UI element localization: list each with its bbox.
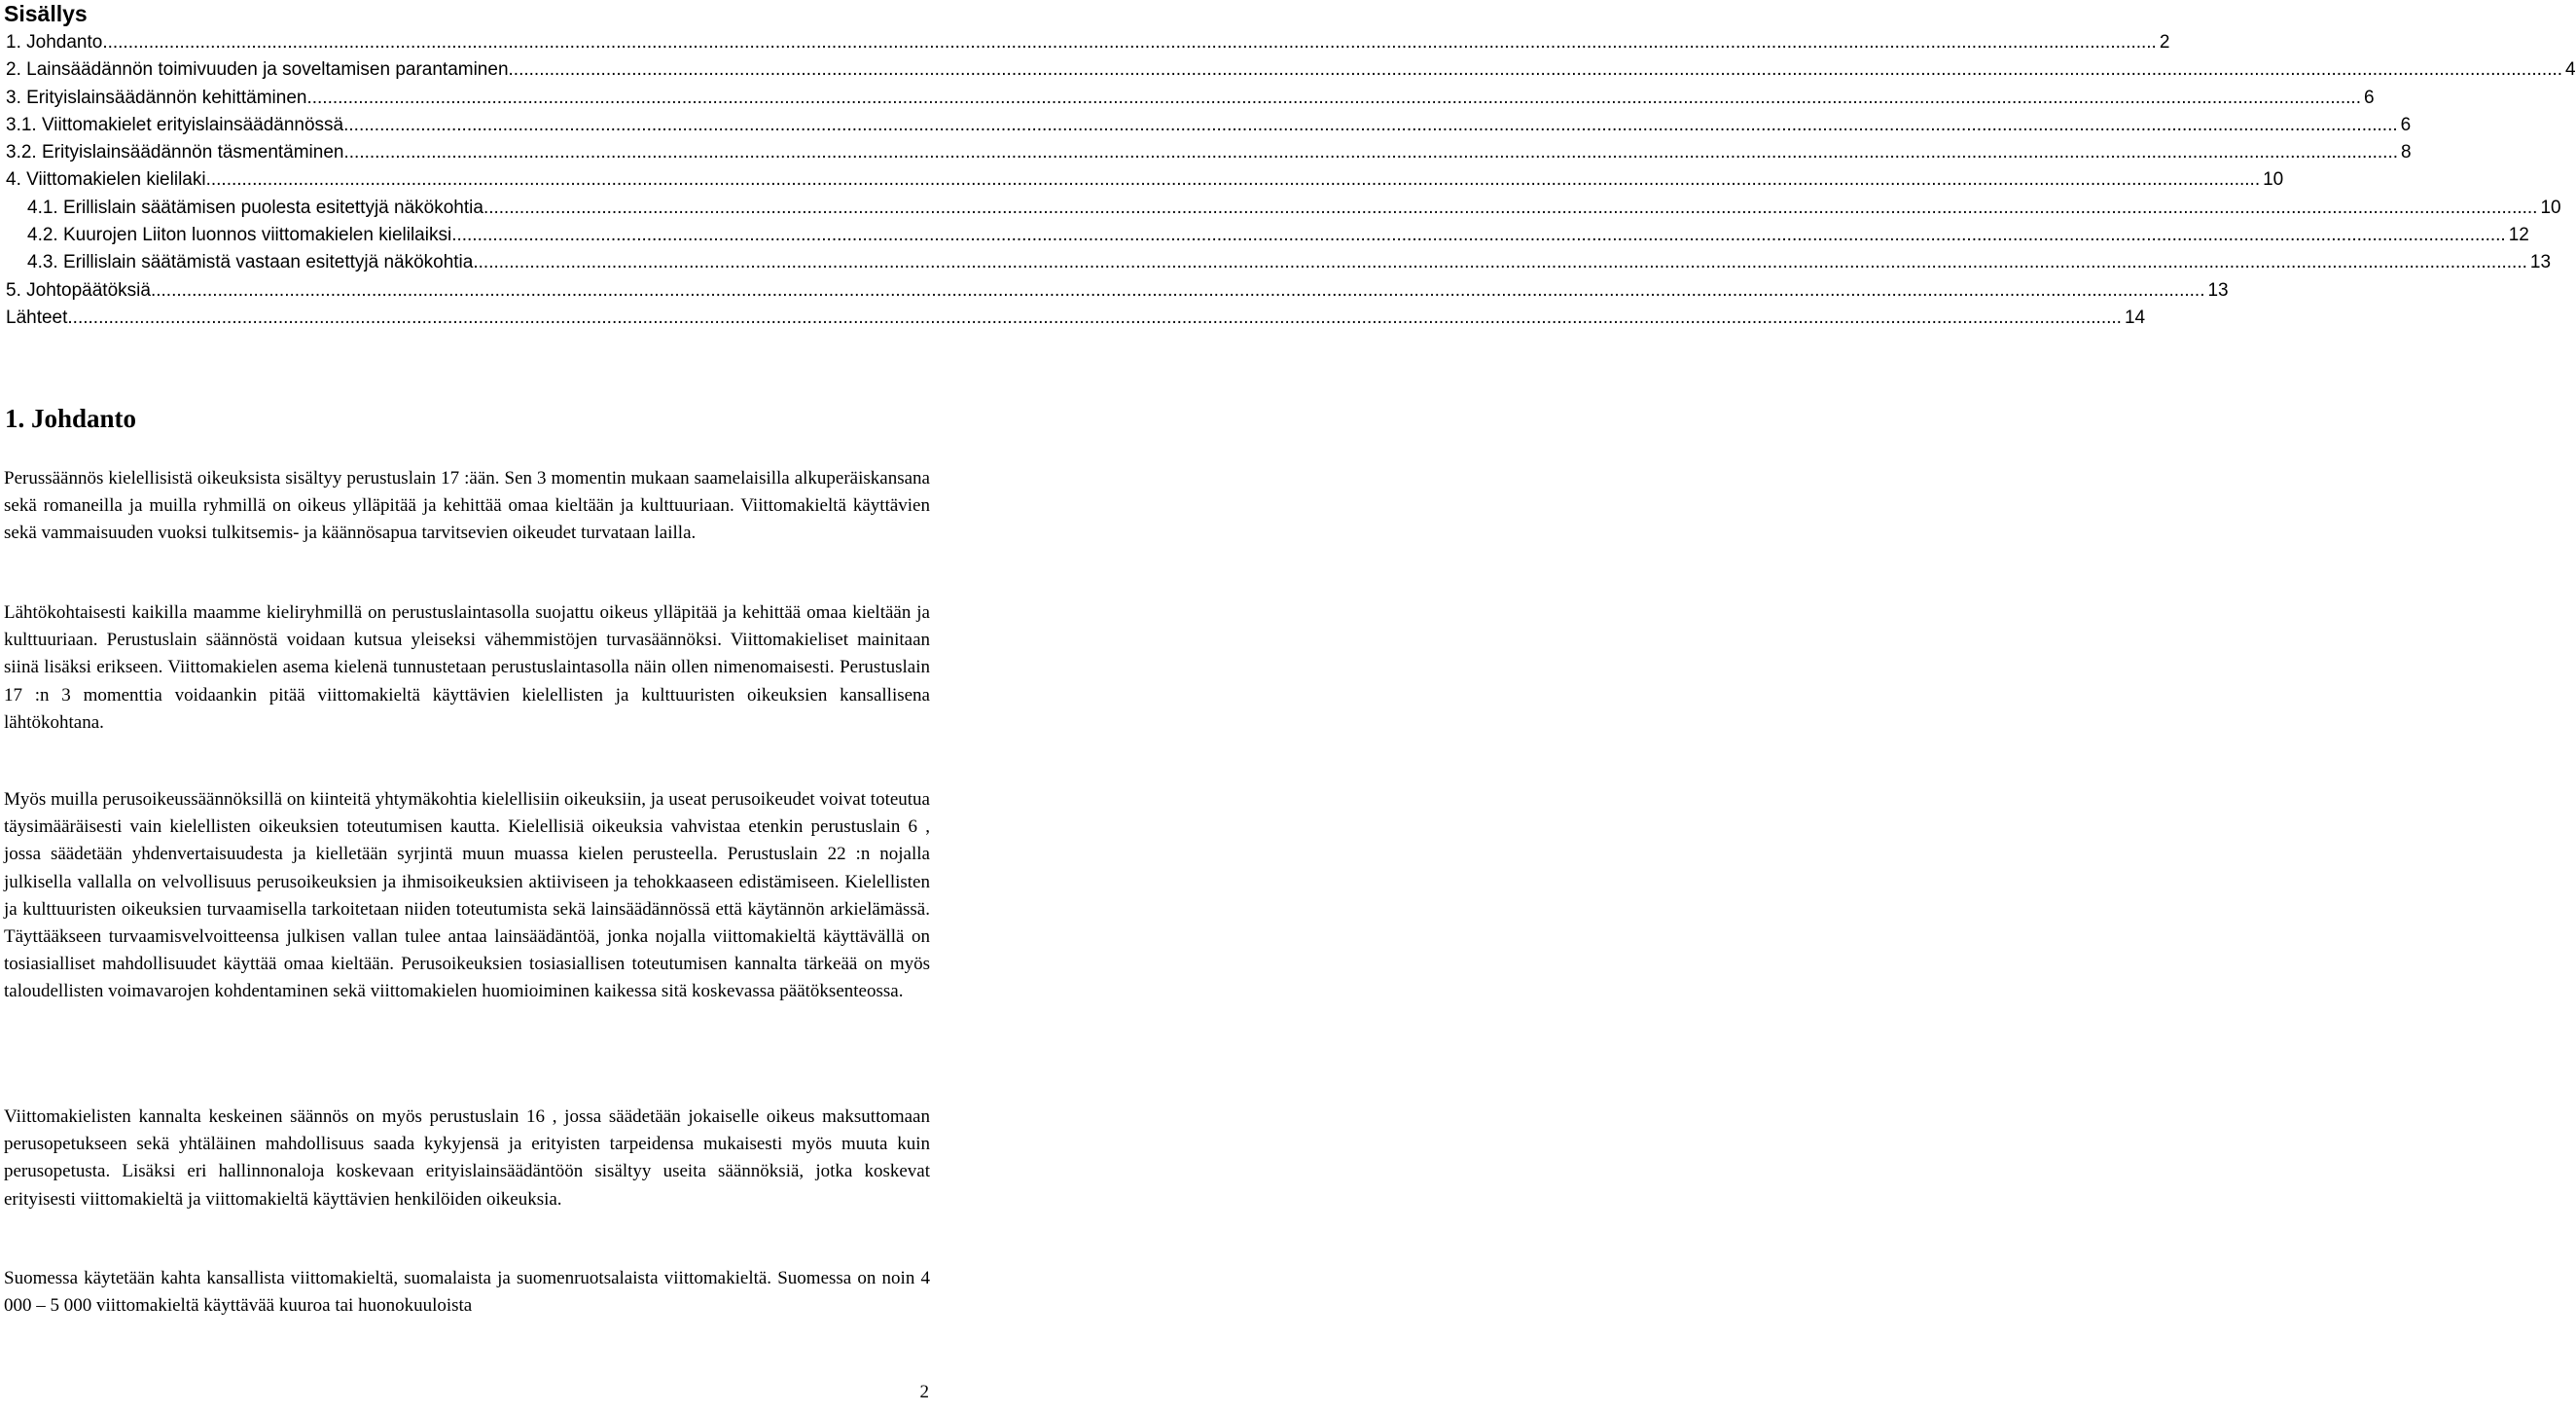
toc-entry-label: 3.1. Viittomakielet erityislainsäädännössä [6, 114, 344, 135]
toc-leader-dots: ................................................................................................................................................................................................................................................................................................................................................................................................................ [451, 225, 2506, 246]
toc-entry-label: 2. Lainsäädännön toimivuuden ja soveltamisen parantaminen [6, 59, 509, 81]
toc-leader-dots: ................................................................................................................................................................................................................................................................................................................................................................................................................ [473, 252, 2527, 273]
toc-entry-label: 3.2. Erityislainsäädännön täsmentäminen [6, 142, 344, 163]
body-paragraph: Lähtökohtaisesti kaikilla maamme kieliryhmillä on perustuslaintasolla suojattu oikeus ylläpitää ja kehittää omaa kieltään ja kulttuuriaan. Perustuslain säännöstä voidaan kutsua yleiseksi vähemmistöjen turvasäännöksi. Viittomakieliset mainitaan siinä lisäksi erikseen. Viittomakielen asema kielenä tunnustetaan perustuslaintasolla näin ollen nimenomaisesti. Perustuslain 17 :n 3 momenttia voidaankin pitää viittomakieltä käyttävien kielellisten ja kulttuuristen oikeuksien kansallisena lähtökohtana. [4, 602, 930, 733]
toc-leader-dots: ................................................................................................................................................................................................................................................................................................................................................................................................................ [150, 279, 2205, 301]
toc-entry[interactable] [0, 139, 2412, 166]
toc-leader-dots: ................................................................................................................................................................................................................................................................................................................................................................................................................ [306, 87, 2361, 108]
toc-entry-page: 6 [2400, 114, 2412, 135]
section-heading: 1. Johdanto [5, 404, 137, 433]
toc-entry[interactable] [0, 166, 2284, 194]
toc-leader-dots: ................................................................................................................................................................................................................................................................................................................................................................................................................ [205, 169, 2261, 191]
body-paragraph: Suomessa käytetään kahta kansallista viittomakieltä, suomalaista ja suomenruotsalaista viittomakieltä. Suomessa on noin 4 000 – 5 000 viittomakieltä käyttävää kuuroa tai huonokuuloista [4, 1268, 930, 1317]
toc-leader-dots: ................................................................................................................................................................................................................................................................................................................................................................................................................ [343, 114, 2398, 135]
toc-entry-page: 12 [2508, 225, 2529, 246]
toc-entry-page: 4 [2565, 59, 2576, 81]
body-paragraph: Viittomakielisten kannalta keskeinen säännös on myös perustuslain 16 , jossa säädetään jokaiselle oikeus maksuttomaan perusopetukseen sekä yhtäläinen mahdollisuus saada kykyjensä ja erityisten tarpeidensa mukaisesti myös muuta kuin perusopetusta. Lisäksi eri hallinnonaloja koskevaan erityislainsäädäntöön sisältyy useita säännöksiä, jotka koskevat erityisesti viittomakieltä ja viittomakieltä käyttävien henkilöiden oikeuksia. [4, 1106, 930, 1210]
body-paragraph: Myös muilla perusoikeussäännöksillä on kiinteitä yhtymäkohtia kielellisiin oikeuksiin, ja useat perusoikeudet voivat toteutua täysimääräisesti vain kielellisten oikeuksien toteutumisen kautta. Kielellisiä oikeuksia vahvistaa etenkin perustuslain 6 , jossa säädetään yhdenvertaisuudesta ja kielletään syrjintä muun muassa kielen perusteella. Perustuslain 22 :n nojalla julkisella vallalla on velvollisuus perusoikeuksien ja ihmisoikeuksien aktiiviseen ja tehokkaaseen edistämiseen. Kielellisten ja kulttuuristen oikeuksien turvaamisella tarkoitetaan niiden toteutumista sekä lainsäädännössä että käytännön arkielämässä. Täyttääkseen turvaamisvelvoitteensa julkisen vallan tulee antaa lainsäädäntöä, jonka nojalla viittomakieltä käyttävällä on tosiasialliset mahdollisuudet käyttää omaa kieltään. Perusoikeuksien tosiasiallisen toteutumisen kannalta tärkeää on myös taloudellisten voimavarojen kohdentaminen sekä viittomakielen huomioiminen kaikessa sitä koskevassa päätöksenteossa. [4, 789, 930, 1002]
toc-entry-label: 4. Viittomakielen kielilaki [6, 169, 206, 191]
toc-entry-label: 4.2. Kuurojen Liiton luonnos viittomakielen kielilaiksi [27, 225, 452, 246]
toc-entry[interactable] [0, 29, 2170, 56]
toc-entry-label: Lähteet [6, 307, 68, 328]
toc-entry-label: 4.3. Erillislain säätämistä vastaan esitettyjä näkökohtia [27, 252, 474, 273]
table-of-contents [0, 29, 2576, 332]
toc-entry[interactable] [0, 85, 2375, 112]
toc-entry[interactable] [0, 195, 2561, 222]
page-number: 2 [919, 1382, 929, 1402]
toc-entry-page: 10 [2263, 169, 2284, 191]
body-paragraph: Perussäännös kielellisistä oikeuksista sisältyy perustuslain 17 :ään. Sen 3 momentin mukaan saamelaisilla alkuperäiskansana sekä romaneilla ja muilla ryhmillä on oikeus ylläpitää ja kehittää omaa kieltään ja kulttuuriaan. Viittomakieltä käyttävien sekä vammaisuuden vuoksi tulkitsemis- ja käännösapua tarvitsevien oikeudet turvataan lailla. [4, 468, 930, 544]
toc-entry[interactable] [0, 277, 2229, 305]
toc-leader-dots: ................................................................................................................................................................................................................................................................................................................................................................................................................ [483, 197, 2538, 218]
toc-entry[interactable] [0, 56, 2576, 84]
toc-entry-page: 6 [2364, 87, 2375, 108]
toc-entry-page: 14 [2124, 307, 2146, 328]
toc-entry[interactable] [0, 112, 2412, 139]
toc-leader-dots: ................................................................................................................................................................................................................................................................................................................................................................................................................ [343, 142, 2399, 163]
toc-entry-page: 13 [2529, 252, 2552, 273]
toc-entry-page: 13 [2207, 279, 2229, 301]
toc-leader-dots: ................................................................................................................................................................................................................................................................................................................................................................................................................ [508, 59, 2563, 81]
toc-title: Sisällys [4, 1, 88, 26]
toc-entry[interactable] [0, 222, 2529, 249]
toc-entry[interactable] [0, 305, 2146, 332]
toc-entry-label: 4.1. Erillislain säätämisen puolesta esitettyjä näkökohtia [27, 197, 483, 218]
toc-entry-page: 10 [2540, 197, 2561, 218]
toc-entry-label: 3. Erityislainsäädännön kehittäminen [6, 87, 307, 108]
toc-entry-label: 5. Johtopäätöksiä [6, 279, 151, 301]
toc-leader-dots: ................................................................................................................................................................................................................................................................................................................................................................................................................ [102, 32, 2157, 53]
toc-entry-page: 2 [2159, 32, 2170, 53]
toc-entry-page: 8 [2401, 142, 2412, 163]
toc-entry[interactable] [0, 249, 2552, 276]
toc-entry-label: 1. Johdanto [6, 32, 103, 53]
toc-leader-dots: ................................................................................................................................................................................................................................................................................................................................................................................................................ [67, 307, 2122, 328]
